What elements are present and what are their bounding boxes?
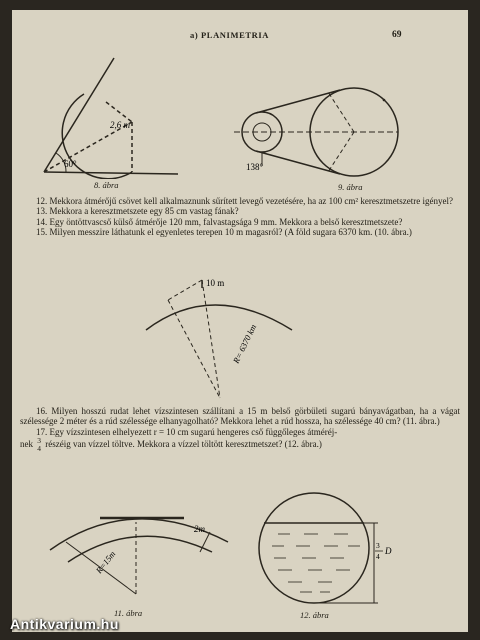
fig12-frac-den: 4 xyxy=(376,552,380,561)
fig11-width-label: 2m xyxy=(194,524,205,534)
watermark: Antikvarium.hu xyxy=(10,616,119,632)
problem-14: 14. Egy öntöttvascső külső átmérője 120 mm, falvastagsága 9 mm. Mekkora a belső keresztmetszete? xyxy=(36,216,403,227)
fig9-belt-top xyxy=(256,90,340,113)
figure-12 xyxy=(256,488,396,608)
book-page xyxy=(12,10,468,632)
fig10-tangent xyxy=(168,280,202,300)
problem-15: 15. Milyen messzire láthatunk el egyenletes terepen 10 m magasról? (A föld sugara 6370 km. (10. ábra.) xyxy=(36,226,412,237)
figure-9 xyxy=(232,70,402,180)
fig9-belt-bottom xyxy=(256,151,340,174)
fig8-radius xyxy=(106,102,132,122)
figure-8 xyxy=(40,54,190,179)
fig12-frac-num: 3 xyxy=(376,541,380,550)
fig10-height-label: 10 m xyxy=(206,278,225,288)
fig8-base-line xyxy=(44,172,178,174)
problem-16: 16. Milyen hosszú rudat lehet vízszintesen szállítani a 15 m belső görbületi sugarú bányavágatban, ha a vágat szélessége 2 méter és a rúd szélessége elhanyagolható? Mekkora lehet a rúd hossza, ha szélessége 40 cm? (11. ábra.) xyxy=(20,406,460,427)
fig11-radius-label: R=15m xyxy=(93,548,118,576)
problem-17-line1: 17. Egy vízszintesen elhelyezett r = 10 cm sugarú hengeres cső függőleges átméréj- xyxy=(36,426,338,437)
problem-17-fraction xyxy=(37,437,41,453)
fig8-slanted-line xyxy=(44,58,114,172)
fig12-caption: 12. ábra xyxy=(300,610,329,620)
figure-10 xyxy=(142,272,302,402)
problem-13: 13. Mekkora a keresztmetszete egy 85 cm vastag fának? xyxy=(36,206,239,217)
fig9-dot xyxy=(383,99,386,102)
problem-17-prefix: nek xyxy=(20,438,33,449)
fig9-radius-1 xyxy=(328,92,354,132)
fig9-radius-2 xyxy=(328,132,354,172)
page-number: 69 xyxy=(392,30,402,40)
fig8-caption: 8. ábra xyxy=(94,180,119,190)
fig11-inner-arc xyxy=(68,536,212,562)
problems-12-15 xyxy=(20,196,460,237)
fig12-water-hatching xyxy=(272,534,360,592)
fig10-radius-label: R= 6370 km xyxy=(230,322,259,365)
problem-17-line2 xyxy=(20,437,460,453)
fig12-d-label: D xyxy=(385,546,392,556)
fig10-radius-1 xyxy=(168,300,220,398)
fig11-caption: 11. ábra xyxy=(114,608,143,618)
fig10-earth-arc xyxy=(146,305,292,330)
section-title: a) PLANIMETRIA xyxy=(190,30,269,40)
fig8-angle-label: 60° xyxy=(64,159,77,169)
fig12-pipe-circle xyxy=(259,493,369,603)
fig8-radius-label: 2,6 m xyxy=(110,120,130,130)
problem-17-frac-den: 4 xyxy=(37,443,41,453)
fig9-caption: 9. ábra xyxy=(338,182,363,192)
problems-16-17 xyxy=(20,406,460,453)
problem-12: 12. Mekkora átmérőjű csövet kell alkalmaznunk sűrített levegő vezetésére, ha az 100 cm² keresztmetszetre igényel? xyxy=(36,196,454,206)
fig9-angle-label: 138° xyxy=(246,162,264,172)
problem-17-frac-num: 3 xyxy=(37,435,41,445)
figure-11 xyxy=(42,492,232,602)
problem-17-suffix: részéig van vízzel töltve. Mekkora a vízzel töltött keresztmetszet? (12. ábra.) xyxy=(45,438,322,449)
